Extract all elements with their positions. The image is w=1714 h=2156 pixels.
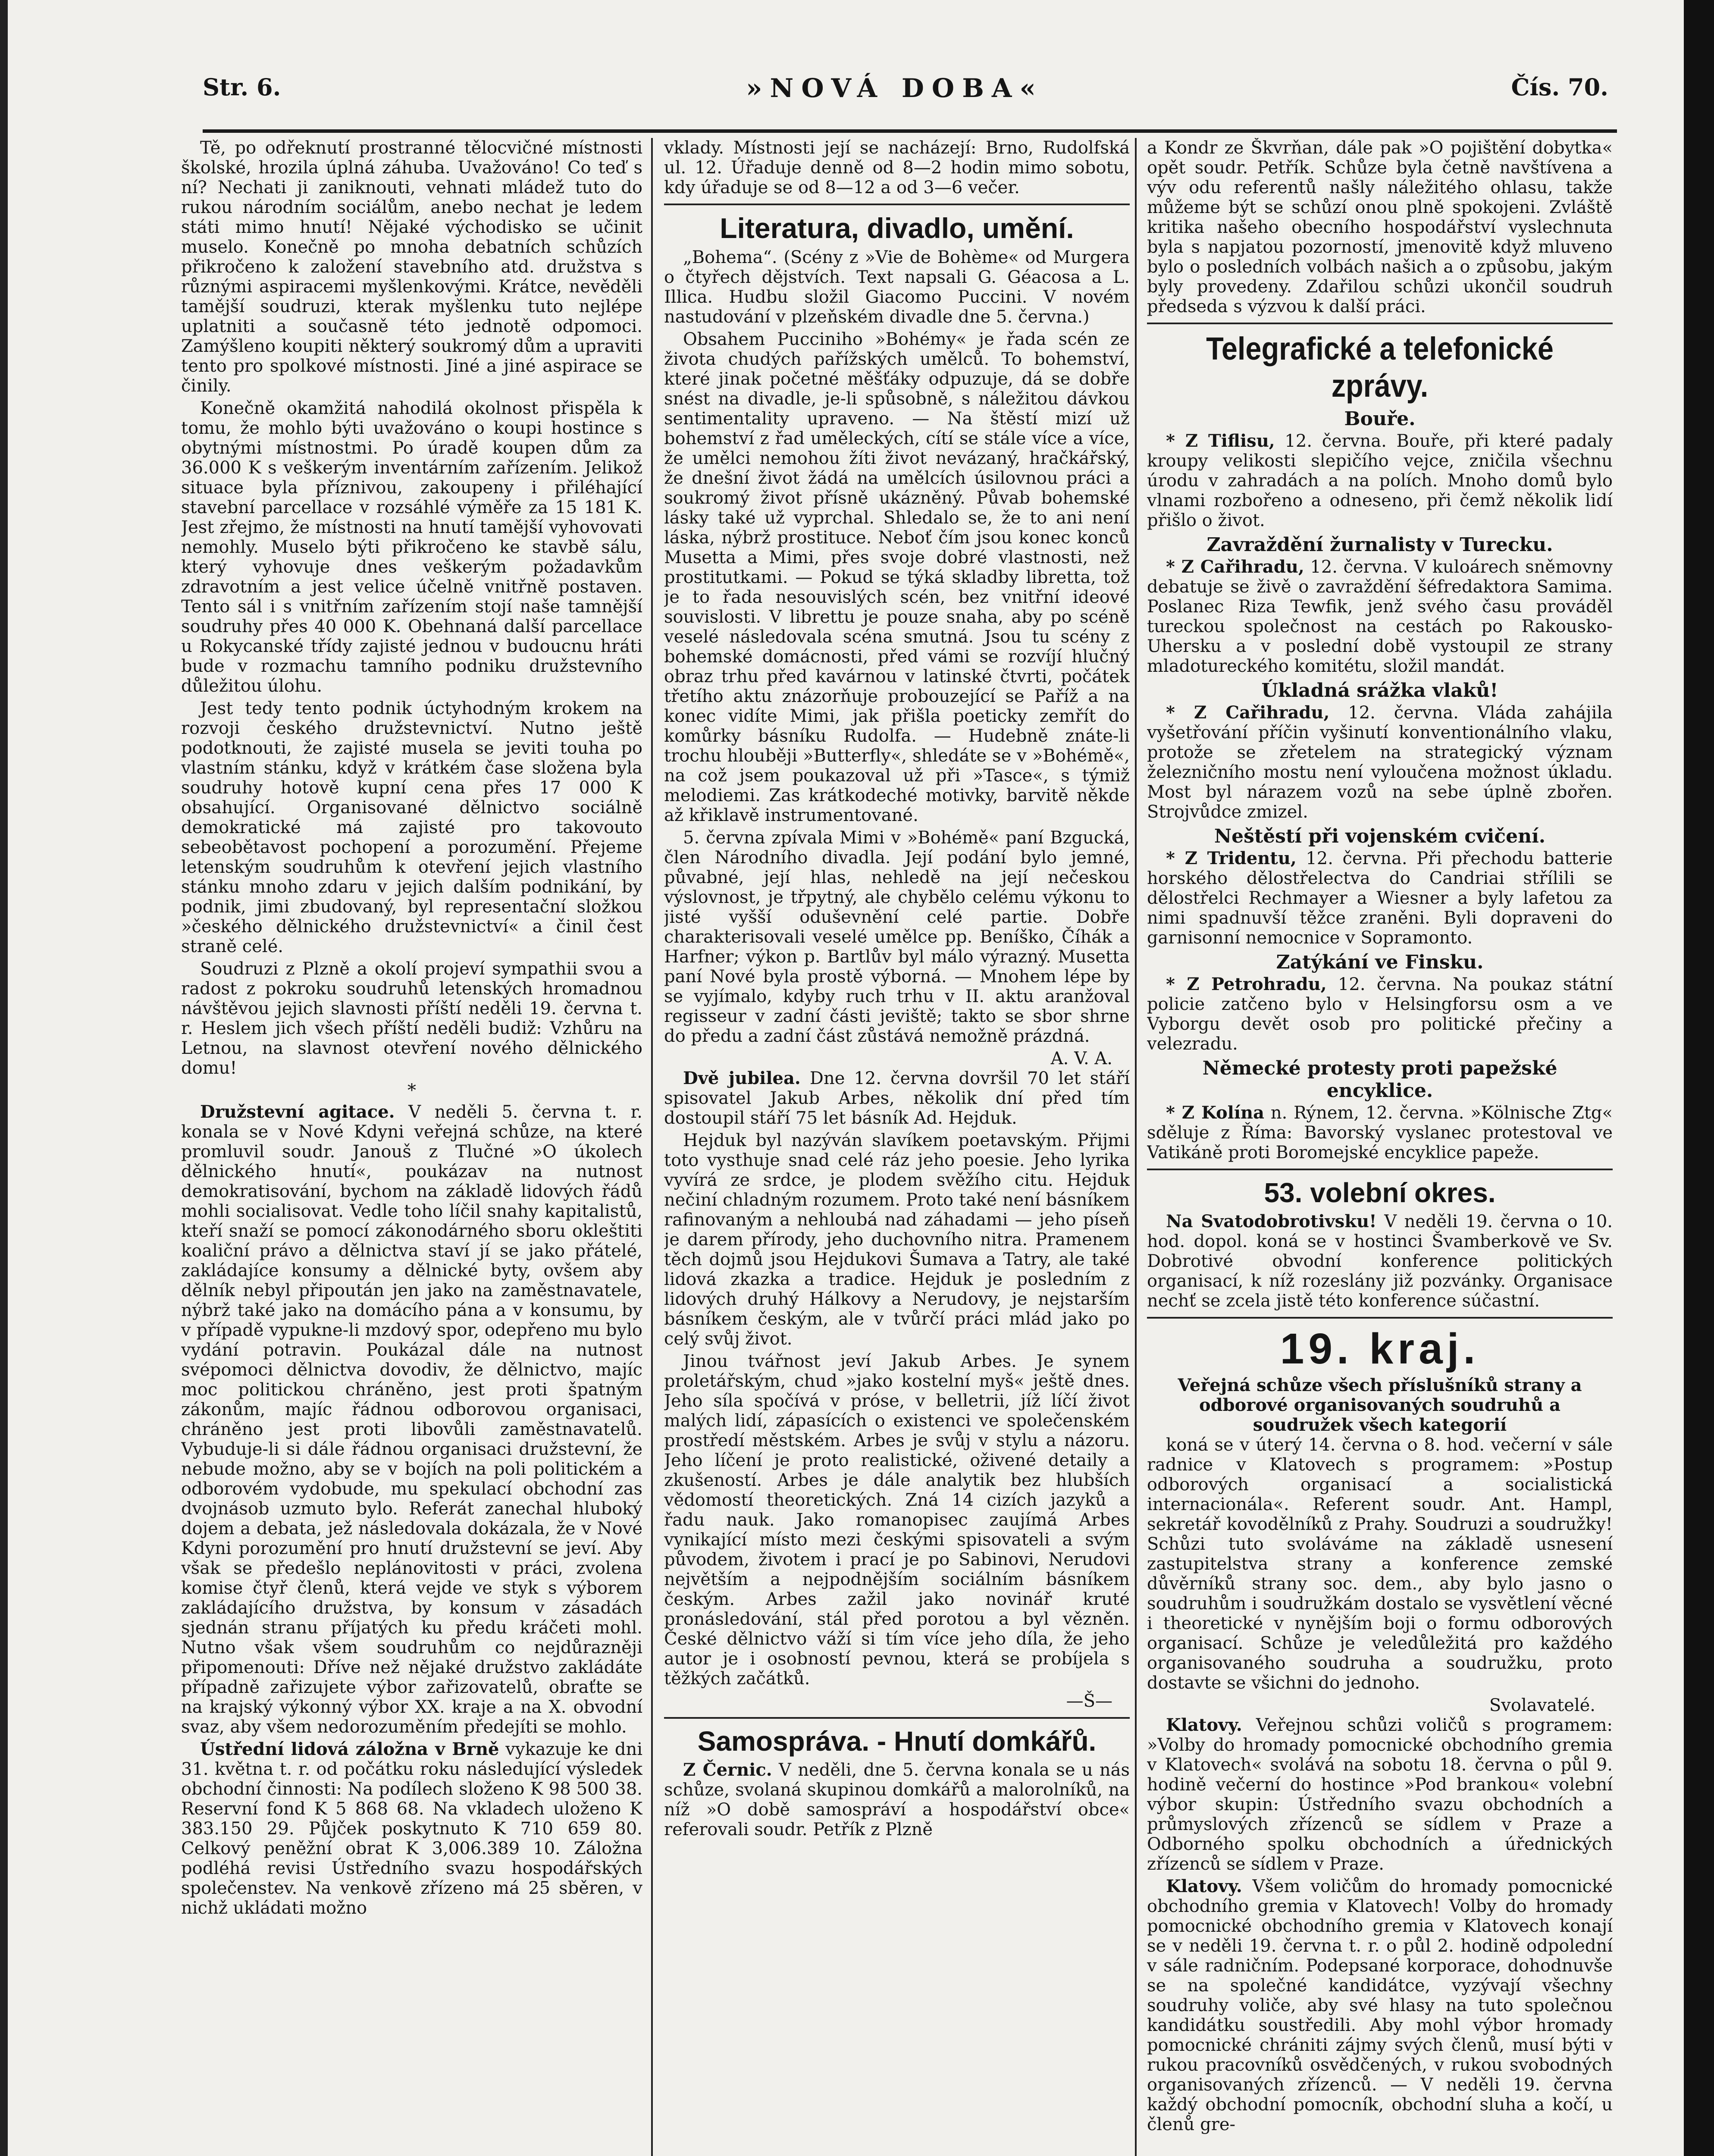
article-lead: Z Černic. [683, 1760, 772, 1780]
scan-edge-left [0, 0, 8, 2156]
article-lead: * Z Tiflisu, [1166, 431, 1275, 451]
article-lead: Klatovy. [1166, 1876, 1242, 1896]
article-paragraph [1147, 431, 1613, 530]
article-paragraph: Soudruzi z Plzně a okolí projeví sympathii svou a radost z pokroku soudruhů letenských hromadnou návštěvou jejich slavnosti příští neděli 19. června t. r. Heslem jich všech příští neděli budiž: Vzhůru na Letnou, na slavnost otevření nového dělnického domu! [181, 959, 642, 1078]
article-text: vykazuje ke dni 31. května t. r. od počátku roku následující výsledek obchodní činnosti: Na podílech složeno K 98 500 38. Reservní fond K 5 868 68. Na vkladech uloženo K 383.150 29. Půjček poskytnuto K 710 659 80. Celkový peněžní obrat K 3,006.389 10. Záložna podléhá revisi Ústředního svazu hospodářských společenstev. Na venkově zřízeno má 25 sběren, v nichž ukládati možno [181, 1739, 642, 1918]
page-number: Str. 6. [203, 73, 281, 101]
section-rule [1147, 1317, 1613, 1319]
article-paragraph [1147, 975, 1613, 1054]
article-lead: * Z Cařihradu, [1166, 702, 1330, 723]
section-rule [664, 204, 1130, 205]
article-text: Dne 12. června dovršil 70 let stáří spisovatel Jakub Arbes, několik dní před tím dostoupil stáří 75 let básník Ad. Hejduk. [664, 1069, 1130, 1128]
section-heading-literature: Literatura, divadlo, umění. [720, 212, 1074, 244]
article-paragraph [181, 1739, 642, 1918]
section-heading-region: 19. kraj. [1280, 1325, 1480, 1373]
article-lead: * Z Tridentu, [1166, 848, 1297, 868]
article-text: Veřejnou schůzi voličů s programem: »Volby do hromady pomocnické obchodního gremia v Klatovech« svolává na sobotu 18. června o půl 9. hodině večerní do hostince »Pod brankou« volební výbor skupin: Ústředního svazu obchodních a průmyslových zřízenců se sídlem v Praze a Odborného spolku obchodních a úřednických zřízenců se sídlem v Praze. [1147, 1715, 1613, 1874]
article-paragraph [1147, 703, 1613, 822]
article-paragraph [664, 1069, 1130, 1128]
article-paragraph: Tě, po odřeknutí prostranné tělocvičné místnosti školské, hrozila úplná záhuba. Uvažováno! Co teď s ní? Nechati ji zaniknouti, vehnati mládež tuto do rukou národním sociálům, anebo nechat je ledem státi mimo hnutí! Nějaké východisko se učinit muselo. Konečně po mnoha debatních schůzích přikročeno k založení stavebního atd. družstva s různými aspiracemi myšlenkovými. Krátce, nevěděli tamější soudruzi, kterak myšlenku tuto nejlépe uplatniti a současně této jednotě odpomoci. Zamýšleno koupiti některý soukromý dům a upraviti tento pro spolkové místnosti. Jiné a jiné aspirace se činily. [181, 138, 642, 396]
column-rule [1135, 138, 1137, 2156]
article-paragraph: Obsahem Pucciniho »Bohémy« je řada scén ze života chudých pařížských umělců. To bohemství, které jinak početné měšťáky odpuzuje, dá se dobře snést na divadle, je-li spůsobně, s náležitou dávkou sentimentality upraveno. — Na štěstí mizí už bohemství z řad uměleckých, cítí se stále více a více, že umělci nemohou žíti život nevázaný, hračkářský, že dnešní život žádá na umělcích úsilovnou práci a soukromý život přísně ukázněný. Půvab bohemské lásky také už vyprchal. Shledalo se, že to ani není láska, nýbrž prostituce. Neboť čím jsou konec konců Musetta a Mimi, přes svoje dobré vlastnosti, než prostitutkami. — Pokud se týká skladby libretta, tož je to řada nesouvislých scén, bez vnitřní ideové souvislosti. V librettu je pouze snaha, aby po scéně veselé následovala scéna smutná. Jsou tu scény z bohemské domácnosti, před vámi se rozvíjí hlučný obraz trhu před kavárnou v latinské čtvrti, počátek třetího aktu znázorňuje probouzející se Paříž a na konec vidíte Mimi, jak přišla poeticky zemřít do komůrky básníku Rudolfa. — Hudebně znáte-li trochu hlouběji »Butterfly«, shledáte se v »Bohémě«, na což jsem poukazoval už při »Tasce«, s týmiž melodiemi. Zas krátkodeché motivky, barvitě někde až křiklavě instrumentované. [664, 329, 1130, 825]
news-headline: Zavraždění žurnalisty v Turecku. [1206, 534, 1553, 556]
news-headline: Německé protesty proti papežské encyklice. [1202, 1057, 1557, 1102]
signature: Svolavatelé. [1489, 1695, 1595, 1715]
section-heading-self-government: Samospráva. - Hnutí domkářů. [697, 1726, 1097, 1757]
article-text: 12. června. Bouře, při které padaly kroupy velikosti slepičího vejce, zničila všechnu úrodu v zahradách a na polích. Mnoho domů bylo vlnami rozbořeno a odneseno, při čemž několik lidí přišlo o život. [1147, 431, 1613, 530]
article-paragraph [1147, 1212, 1613, 1311]
article-paragraph [1147, 1103, 1613, 1163]
section-rule [1147, 323, 1613, 324]
column-2 [664, 138, 1130, 2156]
article-text: V neděli, dne 5. června konala se u nás schůze, svolaná skupinou domkářů a malorolníků, na níž »O době samospráví a hospodářství obce« referovali soudr. Petřík z Plzně [664, 1760, 1130, 1839]
article-lead: * Z Petrohradu, [1166, 974, 1327, 994]
article-paragraph [1147, 1877, 1613, 2134]
article-lead: Klatovy. [1166, 1715, 1242, 1735]
article-paragraph: Hejduk byl nazýván slavíkem poetavským. Přijmi toto vysthuje snad celé ráz jeho poesie. Jeho lyrika vyvírá ze srdce, je plodem svěžího citu. Hejduk nečiní chladným rozumem. Proto také není básníkem rafinovaným a nehloubá nad záhadami — jeho píseň je darem přírody, jeho duchovního nitra. Pramenem těch dojmů jsou Hejdukovi Šumava a Tatry, ale také lidová zkazka a tradice. Hejduk je posledním z lidových druhý Hálkovy a Nerudovy, je nejstarším básníkem českým, ale v tvůrčí práci mlád jako po celý svůj život. [664, 1131, 1130, 1349]
article-text: 12. června. V kuloárech sněmovny debatuje se živě o zavraždění šéfredaktora Samima. Poslanec Riza Tewfik, jenž svého času prováděl tureckou společnost na cestách po Rakousko-Uhersku a v poslední době vystoupil ze strany mladotureckého komitétu, složil mandát. [1147, 557, 1613, 676]
article-lead: Ústřední lidová záložna v Brně [200, 1739, 499, 1759]
article-lead: * Z Kolína [1166, 1103, 1265, 1123]
news-headline: Bouře. [1344, 408, 1416, 430]
article-paragraph: 5. června zpívala Mimi v »Bohémě« paní Bzgucká, člen Národního divadla. Její podání bylo jemné, půvabné, její hlas, nehledě na její nečeskou výslovnost, je třpytný, ale chybělo celému výkonu to jisté vyšší oduševnění celé partie. Dobře charakterisovali veselé umělce pp. Beníško, Číhák a Harfner; výkon p. Bartlův byl málo výrazný. Musetta paní Nové byla prostě výborná. — Mnohem lépe by se vyjímalo, kdyby ruch trhu v II. aktu aranžoval regisseur v zadní části jeviště; takto se sbor shrne do předu a zadní část zůstává nemožně prázdná. [664, 828, 1130, 1046]
article-text: 12. června. Při přechodu batterie horského dělostřelectva do Candriai střílili se dělostřelci Rechmayer a Wiesner a byly lafetou za nimi spadnuvší těžce zraněni. Byli dopraveni do garnisonní nemocnice v Sopramonto. [1147, 849, 1613, 948]
article-paragraph [1147, 849, 1613, 948]
article-lead: * Z Cařihradu, [1166, 557, 1304, 577]
article-text: Všem voličům do hromady pomocnické obchodního gremia v Klatovech! Volby do hromady pomocnické obchodního gremia v Klatovech konají se v neděli 19. června t. r. o půl 2. hodině odpolední v sále radničním. Podepsané korporace, dohodnuvše se na společné kandidátce, vyzývají všechny soudruhy voliče, aby své hlasy na tuto společnou kandidátku soustředili. Aby mohl výbor hromady pomocnické chrániti zájmy svých členů, musí býti v rukou pracovníků osvědčených, v rukou svobodných organisovaných zřízenců. — V neděli 19. června každý obchodní pomocník, obchodní sluha a kočí, u členů gre- [1147, 1877, 1613, 2134]
column-rule [651, 138, 653, 2156]
article-paragraph [664, 1760, 1130, 1839]
author-signature: —Š— [1066, 1691, 1112, 1711]
article-paragraph [1147, 1715, 1613, 1874]
news-headline: Úkladná srážka vlaků! [1261, 680, 1498, 702]
section-rule [1147, 1169, 1613, 1170]
column-1 [181, 138, 642, 2156]
article-text: V neděli 19. června o 10. hod. dopol. koná se v hostinci Švamberkově ve Sv. Dobrotivé obvodní konference politických organisací, k níž rozeslány již pozvánky. Organisace nechť se zcela jistě této konference súčastní. [1147, 1212, 1613, 1311]
article-paragraph: vklady. Místnosti její se nacházejí: Brno, Rudolfská ul. 12. Úřaduje denně od 8—2 hodin mimo sobotu, kdy úřaduje se od 8—12 a od 3—6 večer. [664, 138, 1130, 197]
article-paragraph: Jest tedy tento podnik úctyhodným krokem na rozvoji českého družstevnictví. Nutno ještě podotknouti, že zajisté musela se jeviti touha po vlastním stánku, když v krátkém čase složena byla soudruhy hotově kupní cena přes 17 000 K obsahující. Organisované dělnictvo sociálně demokratické má zajisté pro takovouto sebeobětavost pochopení a porozumění. Přejeme letenským soudruhům k otevření jejich vlastního stánku mnoho zdaru v jejich dalším podnikání, by podnik, jimi zbudovaný, byl representační složkou »českého dělnického družstevnictví« a činil čest straně celé. [181, 699, 642, 956]
author-signature: A. V. A. [1050, 1049, 1112, 1069]
news-headline: Neštěstí při vojenském cvičení. [1214, 825, 1546, 847]
page-header [203, 65, 1626, 112]
article-paragraph [1147, 557, 1613, 676]
scan-edge-right [1684, 0, 1714, 2156]
separator-star: * [407, 1081, 416, 1100]
section-heading-electoral-district: 53. volební okres. [1264, 1177, 1496, 1208]
article-paragraph: koná se v úterý 14. června o 8. hod. večerní v sále radnice v Klatovech s programem: »Postup odborových organisací a socialistická internacionála«. Referent soudr. Ant. Hampl, sekretář kovodělníků z Prahy. Soudruzi a soudružky! Schůzi tuto svoláváme na základě usnesení zastupitelstva strany a konference zemské důvěrníků strany soc. dem., aby bylo jasno o soudruhům i soudružkám dostalo se vysvětlení věcné i theoretické v nynějším boji o formu odborových organisací. Schůze je veledůležitá pro každého organisovaného soudruha a soudružku, proto dostavte se všichni do jednoho. [1147, 1435, 1613, 1693]
article-text: n. Rýnem, 12. června. »Kölnische Ztg« sděluje z Říma: Bavorský vyslanec protestoval ve Vatikáně proti Boromejské encyklice papeže. [1147, 1103, 1613, 1163]
article-text: V neděli 5. června t. r. konala se v Nové Kdyni veřejná schůze, na které promluvil soudr. Janouš z Tlučné »O úkolech dělnického hnutí«, poukázav na nutnost demokratisování, bychom na základě lidových řádů mohli socialisovat. Vedle toho líčil snahy kapitalistů, kteří snaží se pomocí zákonodárného sboru okleštiti koaliční právo a dělnictva staví jí se jako přátelé, zakládajíce konsumy a dělnické byty, ovšem aby dělník nebyl připoután jen jako na zaměstnavatele, nýbrž také jako na domácího pána a v konsumu, by v případě vypukne-li mzdový spor, odepřeno mu bylo vydání potravin. Poukázal dále na nutnost svépomoci dělnictva dovodiv, že dělnictvo, majíc moc politickou chráněno, jest proti špatným zákonům, majíc řádnou odborovou organisaci, chráněno jest proti libovůli zaměstnavatelů. Vybuduje-li si dále řádnou organisaci družstevní, že nebude možno, aby se v bojích na poli politickém a odborovém vydobude, mu spekulací obchodní zas dvojnásob uzmuto bylo. Referát zanechal hluboký dojem a debata, jež následovala dokázala, že v Nové Kdyni porozumění pro hnutí družstevní se jeví. Aby však se předešlo neplánovitosti v práci, zvolena komise čtyř členů, která vejde ve styk s výborem zakládajícího družstva, by konsum v zásadách sjednán stranu příjatých ku předu kráčeti mohl. Nutno však všem soudruhům co nejdůrazněji připomenouti: Dříve než nějaké družstvo zakládáte případně zařizujete výbor zařizovatelů, obraťte se na krajský výkonný výbor XX. kraje a na X. obvodní svaz, aby všem nedorozuměním předejíti se mohlo. [181, 1102, 642, 1737]
issue-number: Čís. 70. [1511, 73, 1608, 101]
section-heading-telegraph: Telegrafické a telefonické zprávy. [1206, 331, 1554, 404]
meeting-subheading: Veřejná schůze všech příslušníků strany a odborové organisovaných soudruhů a soudružek všech kategorií [1178, 1375, 1582, 1435]
article-lead: Družstevní agitace. [200, 1102, 395, 1122]
column-3 [1147, 138, 1613, 2156]
header-rule [203, 129, 1617, 133]
masthead-title: »NOVÁ DOBA« [746, 73, 1043, 103]
article-paragraph [181, 1102, 642, 1737]
article-lead: Na Svatodobrotivsku! [1166, 1211, 1377, 1232]
section-rule [664, 1717, 1130, 1719]
article-lead: Dvě jubilea. [683, 1068, 801, 1088]
article-paragraph: Jinou tvářnost jeví Jakub Arbes. Je synem proletářským, chud »jako kostelní myš« ještě dnes. Jeho síla spočívá v próse, v belletrii, jíž líčí život malých lidí, zápasících o existenci ve společenském prostředí městském. Arbes je svůj v stylu a názoru. Jeho líčení je proto realistické, oživené detaily a zkušeností. Arbes je dále analytik bez hlubších vědomostí theoretických. Zná 14 cizích jazyků a řadu nauk. Jako romanopisec zaujímá Arbes vynikající místo mezi českými spisovateli a svým původem, životem i prací je po Sabinovi, Nerudovi největším a nejpodnějším sociálním básníkem českým. Arbes zažil jako novinář kruté pronásledování, stál před porotou a byl vězněn. České dělnictvo váží si tím více jeho díla, že jeho autor je i osobností pevnou, která se probíjela s těžkých začátků. [664, 1351, 1130, 1689]
news-headline: Zatýkání ve Finsku. [1276, 951, 1484, 973]
article-paragraph: „Bohema“. (Scény z »Vie de Bohème« od Murgera o čtyřech dějstvích. Text napsali G. Géacosa a L. Illica. Hudbu složil Giacomo Puccini. V novém nastudování v plzeňském divadle dne 5. června.) [664, 248, 1130, 327]
article-paragraph: a Kondr ze Škvrňan, dále pak »O pojištění dobytka« opět soudr. Petřík. Schůze byla četně navštívena a výv odu referentů našly náležitého ohlasu, takže můžeme být se schůzí onou plně spokojeni. Zvláště kritika našeho obecního hospodářství vyslechnuta byla s napjatou pozorností, jmenovitě když mluveno bylo o posledních volbách našich a o způsobu, jakým byly provedeny. Zdařilou schůzi ukončil soudruh předseda s výzvou k další práci. [1147, 138, 1613, 317]
article-paragraph: Konečně okamžitá nahodilá okolnost přispěla k tomu, že mohlo býti uvažováno o koupi hostince s obytnými místnostmi. Po úradě koupen dům za 36.000 K s veškerým inventárním zařízením. Jelikož situace byla příznivou, zakoupeny i přiléhající stavební parcellace v rozsáhlé výměře za 15 181 K. Jest zřejmo, že místnosti na hnutí tamější vyhovovati nemohly. Muselo býti přikročeno ke stavbě sálu, který vyhovuje dnes veškerým požadavkům zdravotním a jest velice účelně vnitřně postaven. Tento sál i s vnitřním zařízením stojí naše tamnější soudruhy přes 40 000 K. Obehnaná další parcellace u Rokycanské třídy zajisté jednou v budoucnu hráti bude v rozmachu tamního podniku družstevního důležitou úlohu. [181, 398, 642, 696]
article-text: 12. června. Na poukaz státní policie zatčeno bylo v Helsingforsu osm a ve Vyborgu devět osob pro politické přečiny a velezradu. [1147, 975, 1613, 1054]
article-text: 12. června. Vláda zahájila vyšetřování příčin vyšinutí konventionálního vlaku, protože se zřetelem na strategický význam železničního mostu není vyloučena možnost úkladu. Most byl nárazem vozů na sebe úplně zbořen. Strojvůdce zmizel. [1147, 703, 1613, 822]
